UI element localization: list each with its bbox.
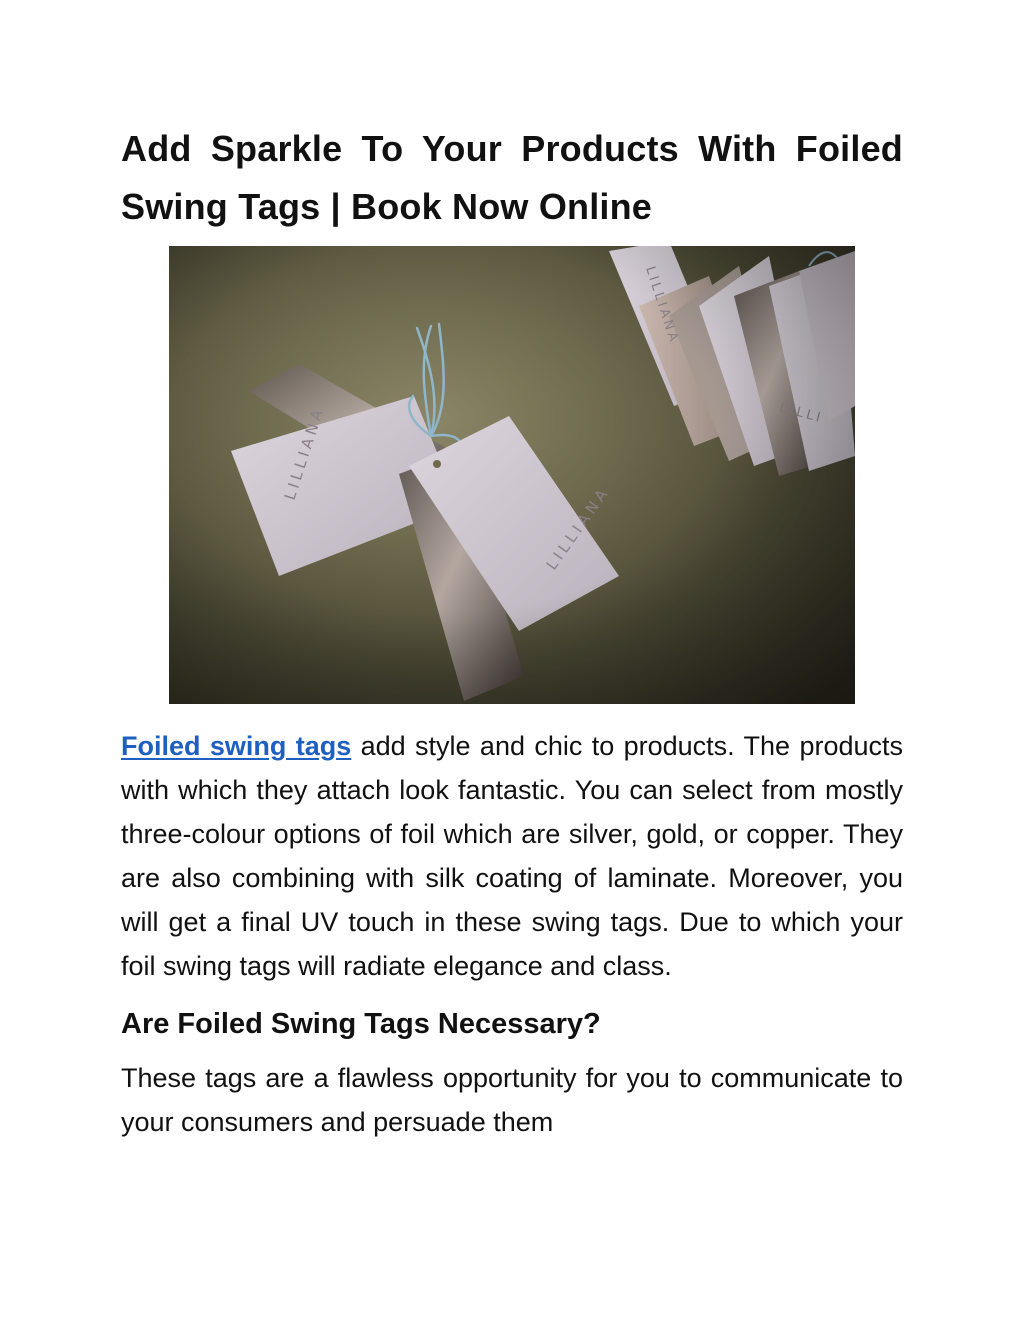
intro-paragraph <box>121 724 903 988</box>
swing-tags-illustration <box>169 246 855 704</box>
section-paragraph: These tags are a flawless opportunity for you to communicate to your consumers and persuade them <box>121 1063 903 1137</box>
document-page <box>121 120 903 1144</box>
intro-paragraph-text: add style and chic to products. The products with which they attach look fantastic. You can select from mostly three-colour options of foil which are silver, gold, or copper. They are also combining with silk coating of laminate. Moreover, you will get a final UV touch in these swing tags. Due to which your foil swing tags will radiate elegance and class. <box>121 731 904 981</box>
page-title: Add Sparkle To Your Products With Foiled Swing Tags | Book Now Online <box>121 128 903 227</box>
section-heading: Are Foiled Swing Tags Necessary? <box>121 1008 601 1040</box>
swing-tags-photo <box>169 246 855 704</box>
foiled-swing-tags-link[interactable]: Foiled swing tags <box>121 731 352 761</box>
